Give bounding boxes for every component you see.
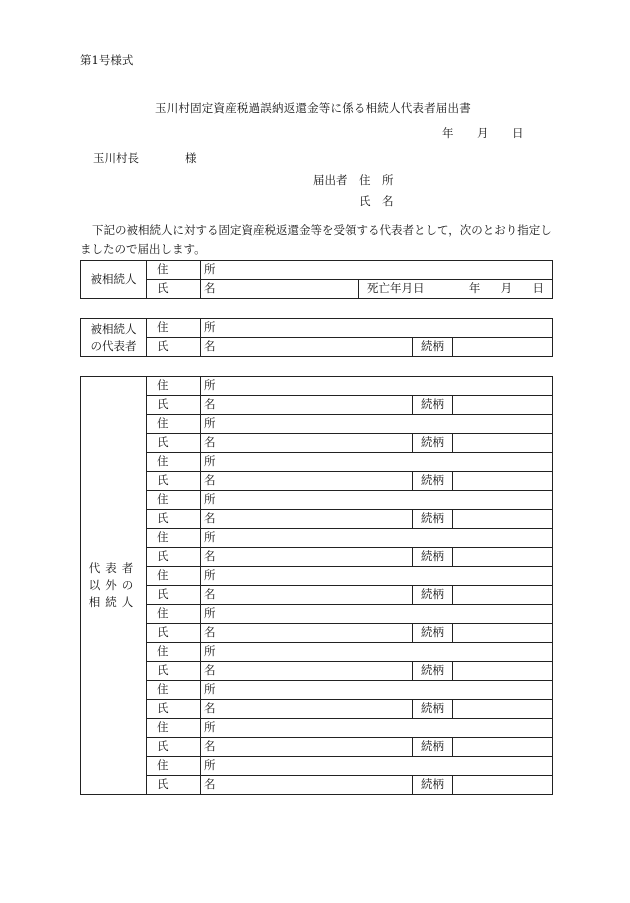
other-heir-relationship-label: 続柄	[413, 700, 453, 719]
other-heir-address-label: 住 所	[147, 757, 201, 776]
other-heir-address-row	[81, 377, 553, 396]
applicant-address-label: 住 所	[359, 173, 394, 187]
death-date-year: 年	[468, 281, 481, 296]
deceased-name-label: 氏 名	[147, 280, 201, 299]
form-number: 第1号様式	[80, 53, 134, 67]
other-heir-name-label: 氏 名	[147, 662, 201, 681]
other-heir-address-field[interactable]	[201, 643, 553, 662]
other-heir-name-label: 氏 名	[147, 738, 201, 757]
other-heir-name-row	[81, 548, 553, 567]
other-heir-relationship-label: 続柄	[413, 738, 453, 757]
other-heir-relationship-field[interactable]	[453, 548, 553, 567]
other-heir-relationship-label: 続柄	[413, 662, 453, 681]
other-heir-name-label: 氏 名	[147, 510, 201, 529]
other-heir-relationship-field[interactable]	[453, 624, 553, 643]
other-heir-address-row	[81, 453, 553, 472]
other-heir-name-label: 氏 名	[147, 472, 201, 491]
representative-name-field[interactable]	[201, 338, 413, 357]
other-heir-relationship-label: 続柄	[413, 624, 453, 643]
other-heir-name-label: 氏 名	[147, 624, 201, 643]
other-heir-relationship-label: 続柄	[413, 434, 453, 453]
other-heirs-header: 代表者以外の相続人	[81, 377, 147, 795]
representative-relationship-label: 続柄	[413, 338, 453, 357]
other-heir-address-label: 住 所	[147, 643, 201, 662]
other-heir-address-field[interactable]	[201, 605, 553, 624]
other-heir-relationship-label: 続柄	[413, 396, 453, 415]
representative-table	[80, 318, 553, 357]
other-heir-relationship-field[interactable]	[453, 738, 553, 757]
other-heir-relationship-label: 続柄	[413, 776, 453, 795]
other-heir-name-label: 氏 名	[147, 776, 201, 795]
representative-relationship-field[interactable]	[453, 338, 553, 357]
deceased-header: 被相続人	[81, 261, 147, 299]
deceased-address-field[interactable]	[201, 261, 553, 280]
other-heir-name-label: 氏 名	[147, 586, 201, 605]
other-heir-address-row	[81, 529, 553, 548]
other-heir-address-field[interactable]	[201, 719, 553, 738]
representative-header: 被相続人の代表者	[81, 319, 147, 357]
other-heir-relationship-label: 続柄	[413, 548, 453, 567]
other-heir-address-label: 住 所	[147, 681, 201, 700]
other-heir-address-field[interactable]	[201, 377, 553, 396]
other-heir-name-field[interactable]	[201, 700, 413, 719]
date-year-label: 年	[442, 126, 454, 140]
other-heir-address-field[interactable]	[201, 681, 553, 700]
death-date-label: 死亡年月日	[367, 281, 425, 296]
other-heir-name-field[interactable]	[201, 624, 413, 643]
other-heir-address-field[interactable]	[201, 453, 553, 472]
death-date-month: 月	[500, 281, 513, 296]
other-heirs-table	[80, 376, 553, 795]
other-heir-address-field[interactable]	[201, 415, 553, 434]
deceased-address-label: 住 所	[147, 261, 201, 280]
other-heir-relationship-field[interactable]	[453, 434, 553, 453]
other-heir-address-field[interactable]	[201, 567, 553, 586]
other-heir-name-row	[81, 434, 553, 453]
other-heir-relationship-field[interactable]	[453, 662, 553, 681]
other-heir-name-label: 氏 名	[147, 548, 201, 567]
other-heir-name-label: 氏 名	[147, 396, 201, 415]
other-heir-address-row	[81, 643, 553, 662]
other-heir-name-row	[81, 396, 553, 415]
other-heir-relationship-field[interactable]	[453, 586, 553, 605]
other-heir-relationship-label: 続柄	[413, 586, 453, 605]
other-heir-name-row	[81, 700, 553, 719]
other-heir-name-field[interactable]	[201, 586, 413, 605]
other-heir-name-row	[81, 472, 553, 491]
death-date-field[interactable]	[359, 280, 553, 299]
other-heir-name-field[interactable]	[201, 662, 413, 681]
other-heir-relationship-field[interactable]	[453, 700, 553, 719]
other-heir-name-row	[81, 510, 553, 529]
form-title: 玉川村固定資産税過誤納返還金等に係る相続人代表者届出書	[155, 101, 471, 115]
other-heir-address-field[interactable]	[201, 529, 553, 548]
other-heir-address-label: 住 所	[147, 415, 201, 434]
other-heir-address-row	[81, 415, 553, 434]
other-heir-name-row	[81, 662, 553, 681]
other-heir-relationship-field[interactable]	[453, 510, 553, 529]
addressee-honorific: 様	[185, 151, 197, 165]
body-text: 下記の被相続人に対する固定資産税返還金等を受領する代表者として，次のとおり指定しましたので届出します。	[80, 223, 552, 256]
other-heir-address-label: 住 所	[147, 491, 201, 510]
other-heir-address-field[interactable]	[201, 491, 553, 510]
other-heir-relationship-field[interactable]	[453, 472, 553, 491]
other-heir-relationship-field[interactable]	[453, 396, 553, 415]
other-heir-address-label: 住 所	[147, 529, 201, 548]
other-heir-address-row	[81, 567, 553, 586]
date-month-label: 月	[477, 126, 489, 140]
other-heir-relationship-label: 続柄	[413, 510, 453, 529]
other-heir-address-label: 住 所	[147, 605, 201, 624]
other-heir-address-label: 住 所	[147, 453, 201, 472]
other-heir-address-row	[81, 491, 553, 510]
other-heir-address-label: 住 所	[147, 719, 201, 738]
other-heir-name-field[interactable]	[201, 396, 413, 415]
other-heir-name-field[interactable]	[201, 510, 413, 529]
other-heir-address-label: 住 所	[147, 567, 201, 586]
other-heir-address-label: 住 所	[147, 377, 201, 396]
deceased-table	[80, 260, 553, 299]
other-heir-name-label: 氏 名	[147, 700, 201, 719]
applicant-name-label: 氏 名	[359, 194, 394, 208]
representative-address-field[interactable]	[201, 319, 553, 338]
other-heir-name-field[interactable]	[201, 738, 413, 757]
other-heir-address-field[interactable]	[201, 757, 553, 776]
other-heir-name-row	[81, 776, 553, 795]
representative-name-label: 氏 名	[147, 338, 201, 357]
other-heir-address-row	[81, 719, 553, 738]
other-heir-name-field[interactable]	[201, 472, 413, 491]
date-day-label: 日	[512, 126, 524, 140]
other-heir-name-field[interactable]	[201, 776, 413, 795]
other-heir-name-row	[81, 586, 553, 605]
other-heir-address-row	[81, 681, 553, 700]
death-date-day: 日	[532, 281, 544, 296]
representative-address-label: 住 所	[147, 319, 201, 338]
other-heir-name-field[interactable]	[201, 548, 413, 567]
other-heir-name-row	[81, 738, 553, 757]
other-heir-name-row	[81, 624, 553, 643]
other-heir-relationship-field[interactable]	[453, 776, 553, 795]
other-heir-address-row	[81, 757, 553, 776]
addressee-name: 玉川村長	[93, 151, 139, 165]
applicant-label: 届出者	[313, 173, 348, 187]
other-heir-relationship-label: 続柄	[413, 472, 453, 491]
other-heir-address-row	[81, 605, 553, 624]
other-heir-name-field[interactable]	[201, 434, 413, 453]
other-heir-name-label: 氏 名	[147, 434, 201, 453]
